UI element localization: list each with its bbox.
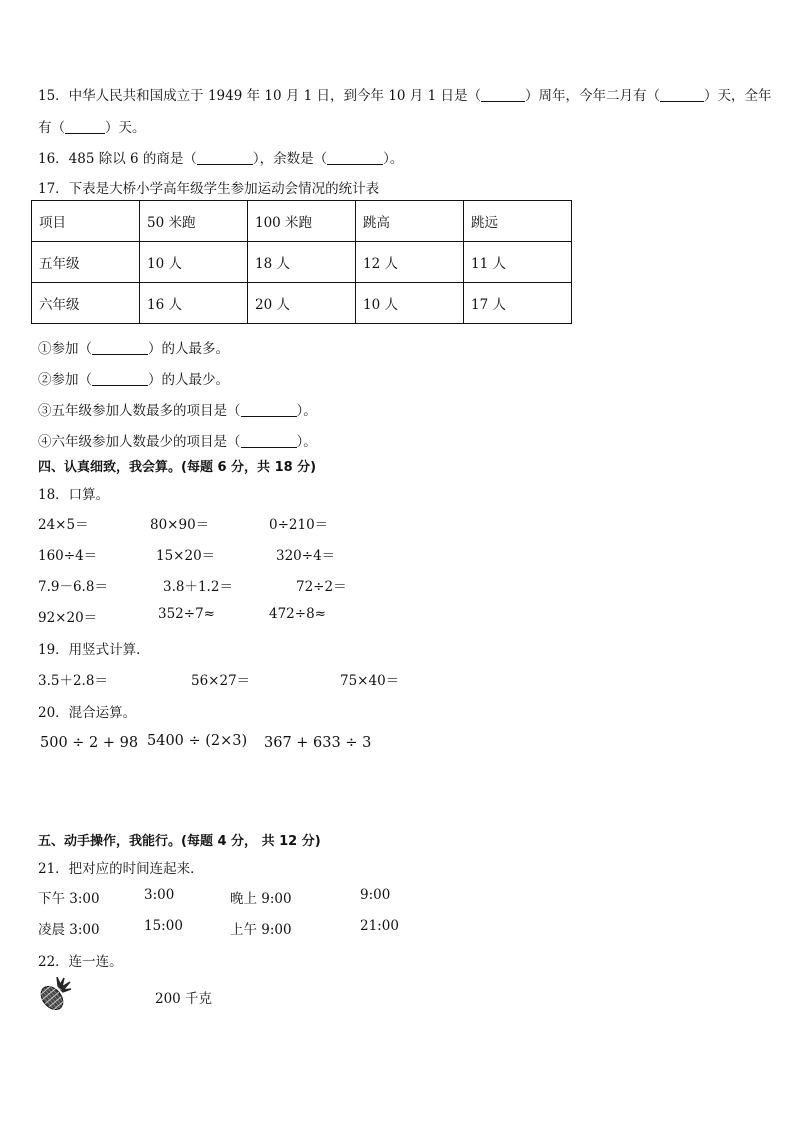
q17-sub2-text-a: ②参加（ — [38, 372, 92, 388]
q19-title: 19．用竖式计算． — [38, 642, 150, 658]
q17-sub2-text-b: ）的人最少。 — [148, 372, 229, 388]
q17-sub1 — [38, 337, 229, 357]
q17-sub1-text-b: ）的人最多。 — [148, 341, 229, 357]
table-cell: 11 人 — [464, 242, 572, 283]
q17-sub1-text-a: ①参加（ — [38, 341, 92, 357]
table-row — [32, 283, 572, 324]
q15-blank-years[interactable] — [481, 88, 525, 103]
q21-item[interactable]: 9:00 — [360, 887, 391, 903]
q21-item[interactable]: 21:00 — [360, 918, 399, 934]
table-cell: 跳远 — [464, 201, 572, 242]
q18-item: 320÷4＝ — [276, 548, 336, 564]
q21-item[interactable]: 凌晨 3:00 — [38, 922, 100, 938]
q17-title: 17．下表是大桥小学高年级学生参加运动会情况的统计表 — [38, 181, 380, 197]
q16-blank-remainder[interactable] — [327, 151, 383, 166]
q22-label[interactable]: 200 千克 — [155, 991, 213, 1007]
section-5-heading: 五、动手操作，我能行。(每题 4 分， 共 12 分) — [38, 834, 321, 849]
q15-text-b: ）周年，今年二月有（ — [524, 88, 660, 104]
q15-text-e: ）天。 — [105, 120, 146, 136]
table-row — [32, 242, 572, 283]
q18-item: 15×20＝ — [156, 548, 216, 564]
q17-sub4-text-a: ④六年级参加人数最少的项目是（ — [38, 434, 241, 450]
q20-title: 20．混合运算。 — [38, 705, 137, 721]
table-cell: 10 人 — [356, 283, 464, 324]
q17-sub2 — [38, 368, 229, 388]
q17-sub3-text-b: ）。 — [296, 403, 317, 419]
q15-blank-year-days[interactable] — [65, 120, 105, 135]
table-row — [32, 201, 572, 242]
q15-line1 — [38, 84, 771, 104]
q15-text-a: 15．中华人民共和国成立于 1949 年 10 月 1 日，到今年 10 月 1 日是（ — [38, 88, 481, 104]
q21-item[interactable]: 下午 3:00 — [38, 891, 100, 907]
pineapple-icon[interactable] — [38, 977, 72, 1017]
q17-sub3-blank[interactable] — [241, 403, 297, 418]
q18-item: 472÷8≈ — [269, 606, 326, 622]
table-cell: 17 人 — [464, 283, 572, 324]
table-cell: 10 人 — [140, 242, 248, 283]
q21-item[interactable]: 15:00 — [144, 918, 183, 934]
q22-title: 22．连一连。 — [38, 954, 123, 970]
q20-item: 5400 ÷ (2×3) — [147, 733, 248, 749]
table-cell: 五年级 — [32, 242, 140, 283]
q18-item: 24×5＝ — [38, 517, 89, 533]
table-cell: 100 米跑 — [248, 201, 356, 242]
q18-item: 7.9－6.8＝ — [38, 579, 108, 595]
q16-text-c: ）。 — [383, 151, 404, 167]
section-4-heading: 四、认真细致，我会算。(每题 6 分，共 18 分) — [38, 460, 317, 475]
q18-item: 352÷7≈ — [158, 606, 215, 622]
q18-item: 0÷210＝ — [269, 517, 329, 533]
q18-item: 3.8＋1.2＝ — [163, 579, 233, 595]
q18-item: 160÷4＝ — [38, 548, 98, 564]
q17-sub3-text-a: ③五年级参加人数最多的项目是（ — [38, 403, 241, 419]
table-cell: 50 米跑 — [140, 201, 248, 242]
q17-sub4 — [38, 430, 317, 450]
q21-item[interactable]: 上午 9:00 — [230, 922, 292, 938]
q15-line2 — [38, 116, 146, 136]
q18-item: 92×20＝ — [38, 610, 98, 626]
q16 — [38, 147, 403, 167]
table-cell: 跳高 — [356, 201, 464, 242]
q17-sub4-text-b: ）。 — [296, 434, 317, 450]
table-cell: 12 人 — [356, 242, 464, 283]
stats-table — [31, 200, 572, 324]
q18-title: 18．口算。 — [38, 487, 110, 503]
q21-item[interactable]: 晚上 9:00 — [230, 891, 292, 907]
q15-text-c: ）天，全年 — [703, 88, 772, 104]
q17-sub3 — [38, 399, 317, 419]
q18-item: 72÷2＝ — [296, 579, 347, 595]
q17-sub2-blank[interactable] — [92, 372, 148, 387]
q20-item: 367 + 633 ÷ 3 — [264, 735, 372, 751]
q16-text-b: ），余数是（ — [252, 151, 328, 167]
table-cell: 六年级 — [32, 283, 140, 324]
q16-blank-quotient[interactable] — [197, 151, 253, 166]
q19-item: 3.5＋2.8＝ — [38, 673, 108, 689]
q19-item: 75×40＝ — [340, 673, 400, 689]
q21-item[interactable]: 3:00 — [144, 887, 175, 903]
q17-sub1-blank[interactable] — [92, 341, 148, 356]
table-cell: 16 人 — [140, 283, 248, 324]
q15-text-d: 有（ — [38, 120, 65, 136]
q16-text-a: 16．485 除以 6 的商是（ — [38, 151, 197, 167]
table-cell: 18 人 — [248, 242, 356, 283]
q17-sub4-blank[interactable] — [241, 434, 297, 449]
q19-item: 56×27＝ — [191, 673, 251, 689]
table-cell: 20 人 — [248, 283, 356, 324]
q18-item: 80×90＝ — [150, 517, 210, 533]
q20-item: 500 ÷ 2 + 98 — [40, 735, 139, 751]
q21-title: 21．把对应的时间连起来． — [38, 861, 204, 877]
q15-blank-feb-days[interactable] — [660, 88, 704, 103]
table-cell: 项目 — [32, 201, 140, 242]
